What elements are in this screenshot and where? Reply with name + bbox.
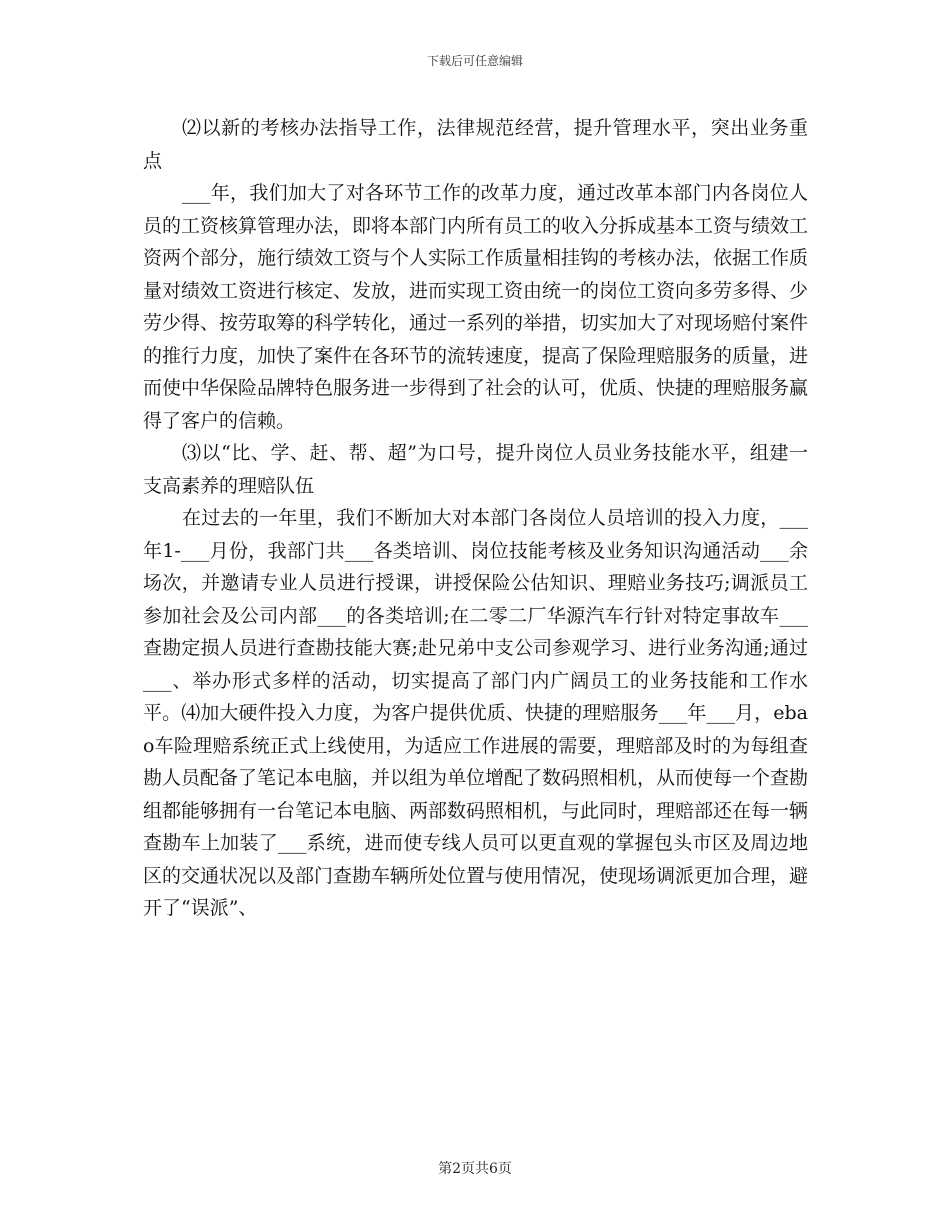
paragraph-section-3-heading: ⑶以“比、学、赶、帮、超”为口号，提升岗位人员业务技能水平，组建一支高素养的理赔队伍 (143, 442, 808, 497)
page-header: 下载后可任意编辑 (426, 54, 523, 68)
paragraph-section-2-heading: ⑵以新的考核办法指导工作，法律规范经营，提升管理水平，突出业务重点 (143, 117, 808, 172)
paragraph-section-3-body: 在过去的一年里，我们不断加大对本部门各岗位人员培训的投入力度，___年1-___月份，我部门共___各类培训、岗位技能考核及业务知识沟通活动___余场次，并邀请专业人员进行授课，讲授保险公估知识、理赔业务技巧;调派员工参加社会及公司内部___的各类培训;在二零二厂华源汽车行针对特定事故车___查勘定损人员进行查勘技能大赛;赴兄弟中支公司参观学习、进行业务沟通;通过___、举办形式多样的活动，切实提高了部门内广阔员工的业务技能和工作水平。⑷加大硬件投入力度，为客户提供优质、快捷的理赔服务___年___月，ebao车险理赔系统正式上线使用，为适应工作进展的需要，理赔部及时的为每组查勘人员配备了笔记本电脑，并以组为单位增配了数码照相机，从而使每一个查勘组都能够拥有一台笔记本电脑、两部数码照相机，与此同时，理赔部还在每一辆查勘车上加装了___系统，进而使专线人员可以更直观的掌握包头市区及周边地区的交通状况以及部门查勘车辆所处位置与使用情况，使现场调派更加合理，避开了“误派”、 (143, 507, 809, 919)
paragraph-section-2-body: ___年，我们加大了对各环节工作的改革力度，通过改革本部门内各岗位人员的工资核算管理办法，即将本部门内所有员工的收入分拆成基本工资与绩效工资两个部分，施行绩效工资与个人实际工作质量相挂钩的考核办法，依据工作质量对绩效工资进行核定、发放，进而实现工资由统一的岗位工资向多劳多得、少劳少得、按劳取筹的科学转化，通过一系列的举措，切实加大了对现场赔付案件的推行力度，加快了案件在各环节的流转速度，提高了保险理赔服务的质量，进而使中华保险品牌特色服务进一步得到了社会的认可，优质、快捷的理赔服务赢得了客户的信赖。 (143, 182, 809, 432)
document-body (143, 112, 808, 925)
page-footer: 第2页共6页 (438, 1161, 512, 1177)
